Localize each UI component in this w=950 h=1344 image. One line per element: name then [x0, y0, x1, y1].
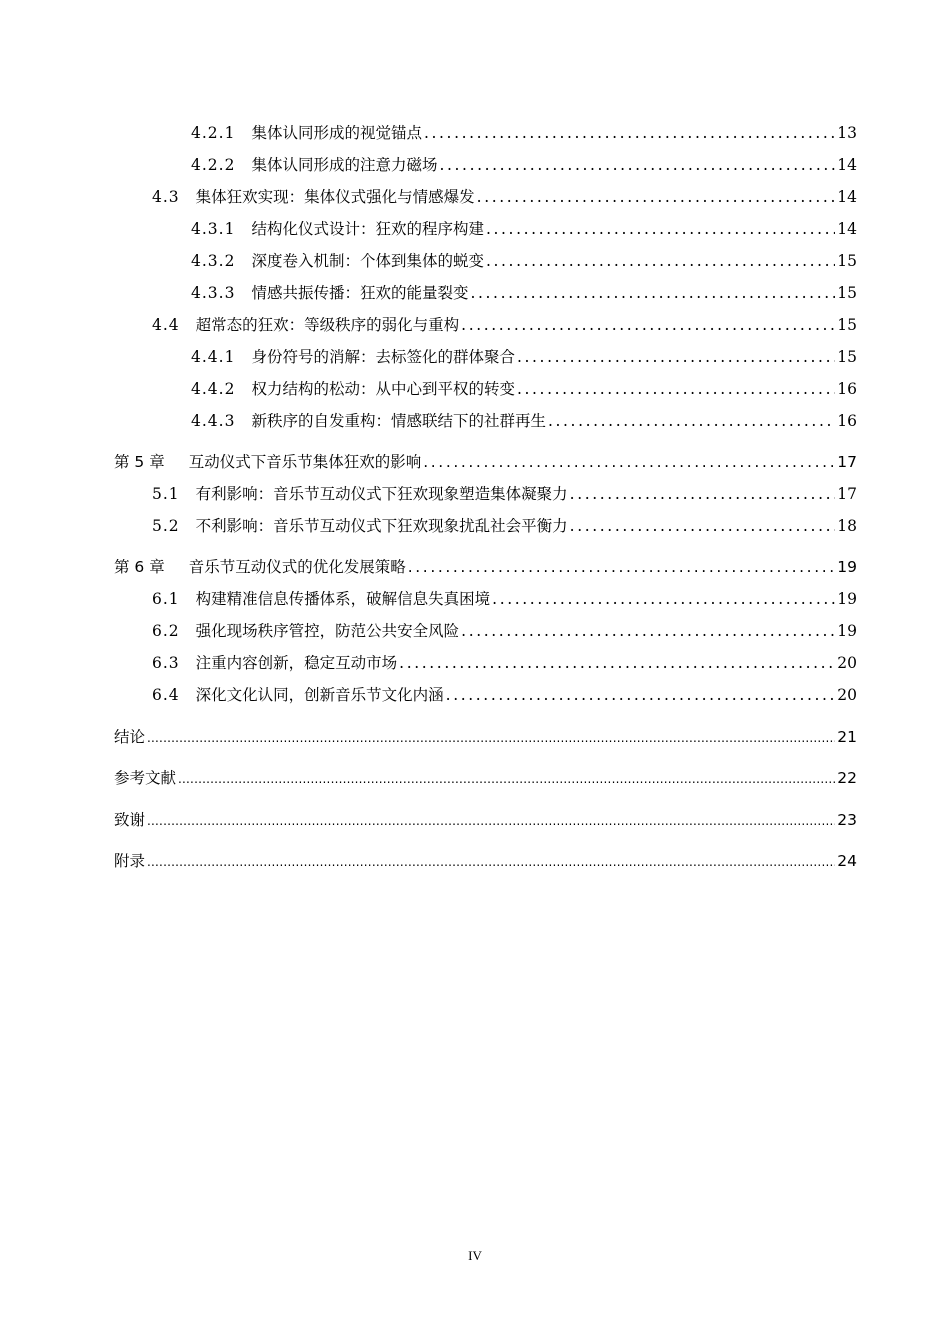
dot-leader [477, 186, 836, 208]
toc-entry[interactable] [191, 282, 857, 304]
dot-leader [470, 282, 835, 304]
dot-leader [147, 810, 835, 831]
toc-entry-number: 6.1 [152, 590, 180, 608]
toc-entry-number: 第 5 章 [114, 453, 165, 471]
toc-entry-number: 4.4.2 [191, 380, 236, 398]
toc-entry-page: 22 [837, 769, 857, 787]
toc-entry-title: 参考文献 [114, 769, 177, 787]
toc-entry-page: 19 [837, 558, 857, 576]
dot-leader [517, 378, 835, 400]
toc-entry-page: 15 [837, 252, 857, 270]
toc-entry-title: 强化现场秩序管控，防范公共安全风险 [195, 622, 460, 640]
toc-entry-number: 4.4.1 [191, 348, 236, 366]
toc-entry-title: 致谢 [114, 811, 146, 829]
toc-entry[interactable] [152, 588, 857, 610]
toc-entry-page: 23 [837, 811, 857, 829]
toc-entry-number: 6.3 [152, 654, 180, 672]
dot-leader [399, 652, 835, 674]
toc-entry-page: 14 [837, 156, 857, 174]
toc-entry[interactable] [191, 218, 857, 240]
toc-entry-page: 15 [837, 316, 857, 334]
dot-leader [548, 410, 835, 432]
toc-entry-page: 14 [837, 220, 857, 238]
toc-entry[interactable] [152, 483, 857, 505]
toc-entry-page: 20 [837, 654, 857, 672]
toc-entry-page: 15 [837, 284, 857, 302]
toc-entry-title: 深度卷入机制：个体到集体的蜕变 [251, 252, 484, 270]
toc-entry[interactable] [191, 346, 857, 368]
toc-entry-page: 14 [837, 188, 857, 206]
toc-entry-title: 结构化仪式设计：狂欢的程序构建 [251, 220, 484, 238]
toc-entry-title: 不利影响：音乐节互动仪式下狂欢现象扰乱社会平衡力 [195, 517, 568, 535]
toc-entry[interactable] [191, 250, 857, 272]
toc-entry-page: 13 [837, 124, 857, 142]
toc-entry-number: 4.3.1 [191, 220, 236, 238]
toc-entry[interactable] [191, 410, 857, 432]
dot-leader [147, 727, 835, 748]
toc-entry[interactable] [152, 620, 857, 642]
toc-entry[interactable] [152, 515, 857, 537]
dot-leader [486, 218, 835, 240]
page-number-footer: IV [468, 1248, 482, 1263]
toc-back-matter-entry[interactable] [114, 726, 857, 748]
toc-entry-page: 21 [837, 728, 857, 746]
toc-entry[interactable] [191, 122, 857, 144]
toc-entry-title: 集体狂欢实现：集体仪式强化与情感爆发 [195, 188, 475, 206]
toc-entry-page: 20 [837, 686, 857, 704]
dot-leader [492, 588, 835, 610]
toc-entry-number: 4.2.2 [191, 156, 236, 174]
dot-leader [178, 768, 835, 789]
toc-entry-page: 15 [837, 348, 857, 366]
toc-entry-number: 5.1 [152, 485, 180, 503]
dot-leader [446, 684, 836, 706]
toc-entry-title: 深化文化认同，创新音乐节文化内涵 [195, 686, 444, 704]
toc-entry-title: 有利影响：音乐节互动仪式下狂欢现象塑造集体凝聚力 [195, 485, 568, 503]
toc-entry-title: 身份符号的消解：去标签化的群体聚合 [251, 348, 515, 366]
dot-leader [424, 122, 835, 144]
toc-entry-title: 结论 [114, 728, 146, 746]
dot-leader [439, 154, 835, 176]
toc-entry-title: 新秩序的自发重构：情感联结下的社群再生 [251, 412, 546, 430]
toc-entry-title: 权力结构的松动：从中心到平权的转变 [251, 380, 515, 398]
toc-entry-number: 4.2.1 [191, 124, 236, 142]
dot-leader [517, 346, 835, 368]
toc-entry-number: 4.3.2 [191, 252, 236, 270]
toc-entry-number: 第 6 章 [114, 558, 165, 576]
toc-entry[interactable] [152, 652, 857, 674]
toc-entry-title: 构建精准信息传播体系，破解信息失真困境 [195, 590, 491, 608]
dot-leader [423, 451, 835, 473]
toc-back-matter-entry[interactable] [114, 767, 857, 789]
dot-leader [147, 851, 835, 872]
dot-leader [461, 314, 835, 336]
toc-entry-number: 4.4.3 [191, 412, 236, 430]
dot-leader [461, 620, 835, 642]
toc-entry-page: 16 [837, 380, 857, 398]
toc-entry-number: 5.2 [152, 517, 180, 535]
toc-entry-number: 4.4 [152, 316, 180, 334]
toc-entry-page: 18 [837, 517, 857, 535]
toc-entry-title: 超常态的狂欢：等级秩序的弱化与重构 [195, 316, 460, 334]
dot-leader [486, 250, 835, 272]
toc-entry-title: 集体认同形成的注意力磁场 [251, 156, 438, 174]
toc-chapter-entry[interactable] [114, 451, 857, 473]
toc-entry[interactable] [191, 154, 857, 176]
toc-entry-page: 16 [837, 412, 857, 430]
toc-entry-title: 互动仪式下音乐节集体狂欢的影响 [188, 453, 422, 471]
dot-leader [570, 515, 836, 537]
toc-entry-page: 19 [837, 590, 857, 608]
toc-entry-page: 19 [837, 622, 857, 640]
dot-leader [570, 483, 836, 505]
toc-entry[interactable] [191, 378, 857, 400]
toc-entry[interactable] [152, 684, 857, 706]
toc-entry-title: 注重内容创新，稳定互动市场 [195, 654, 398, 672]
toc-entry-title: 音乐节互动仪式的优化发展策略 [188, 558, 406, 576]
toc-chapter-entry[interactable] [114, 556, 857, 578]
toc-back-matter-entry[interactable] [114, 809, 857, 831]
dot-leader [408, 556, 836, 578]
toc-back-matter-entry[interactable] [114, 850, 857, 872]
toc-entry-title: 集体认同形成的视觉锚点 [251, 124, 422, 142]
toc-entry-number: 6.2 [152, 622, 180, 640]
toc-entry-page: 24 [837, 852, 857, 870]
toc-entry-number: 4.3 [152, 188, 180, 206]
toc-entry[interactable] [152, 314, 857, 336]
toc-entry-page: 17 [837, 453, 857, 471]
toc-entry-number: 4.3.3 [191, 284, 236, 302]
toc-entry-number: 6.4 [152, 686, 180, 704]
toc-entry-page: 17 [837, 485, 857, 503]
toc-entry-title: 情感共振传播：狂欢的能量裂变 [251, 284, 469, 302]
toc-entry-title: 附录 [114, 852, 146, 870]
toc-entry[interactable] [152, 186, 857, 208]
